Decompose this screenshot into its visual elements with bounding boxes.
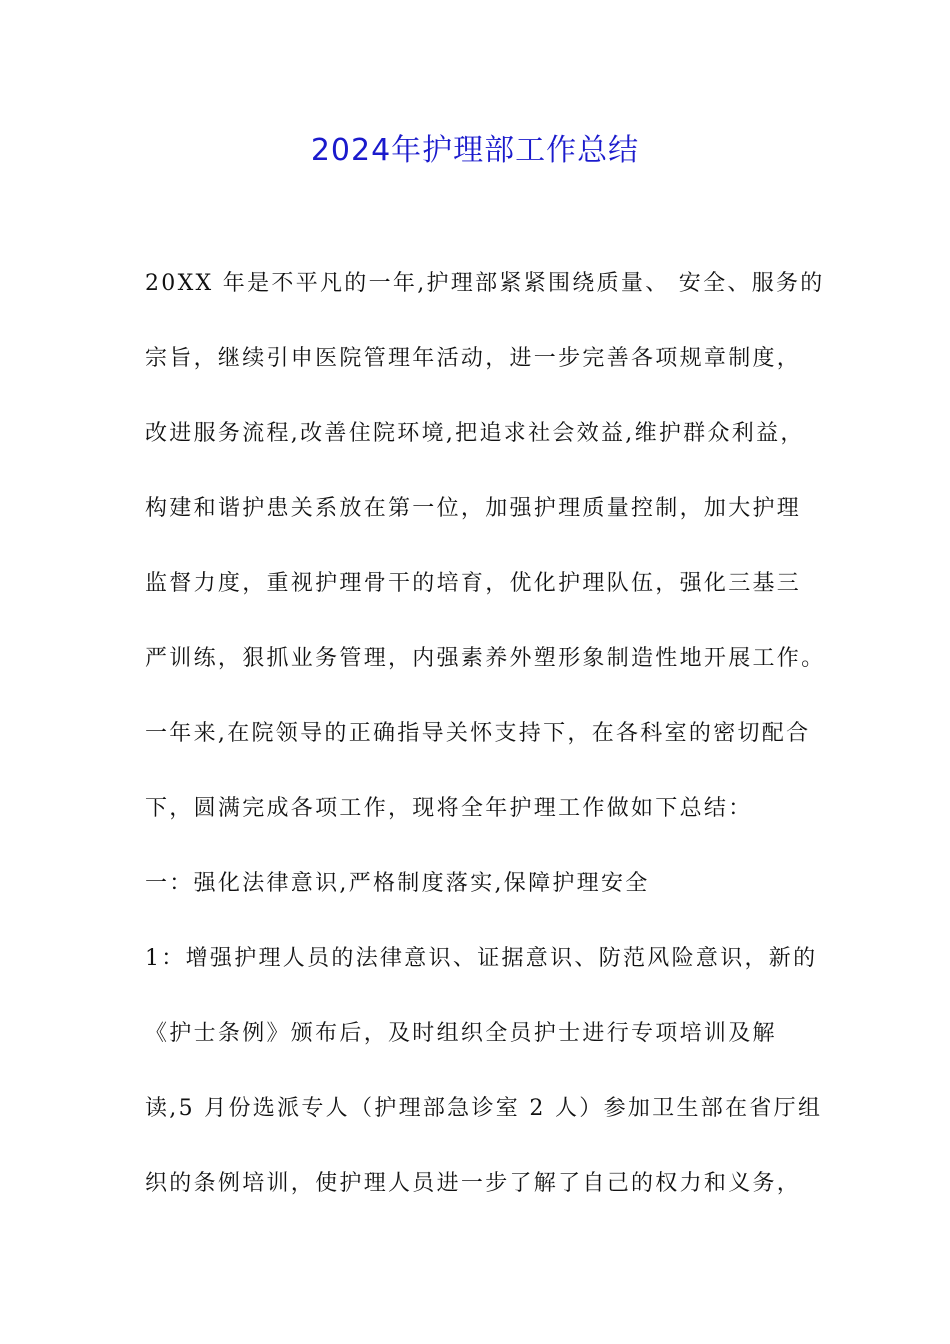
- paragraph-line: 织的条例培训，使护理人员进一步了解了自己的权力和义务，: [145, 1171, 802, 1196]
- paragraph-line: 宗旨，继续引申医院管理年活动，进一步完善各项规章制度，: [145, 346, 802, 371]
- paragraph-line: 严训练，狠抓业务管理，内强素养外塑形象制造性地开展工作。: [145, 646, 826, 671]
- section-heading: 一：强化法律意识,严格制度落实,保障护理安全: [145, 871, 650, 896]
- paragraph-line: 监督力度，重视护理骨干的培育，优化护理队伍，强化三基三: [145, 571, 802, 596]
- document-title: 2024年护理部工作总结: [310, 133, 640, 168]
- paragraph-line: 《护士条例》颁布后，及时组织全员护士进行专项培训及解: [145, 1021, 777, 1046]
- paragraph-line: 20XX 年是不平凡的一年,护理部紧紧围绕质量、 安全、服务的: [145, 271, 825, 296]
- paragraph-line: 一年来,在院领导的正确指导关怀支持下，在各科室的密切配合: [145, 721, 811, 746]
- paragraph-line: 1：增强护理人员的法律意识、证据意识、防范风险意识，新的: [145, 946, 818, 971]
- paragraph-line: 改进服务流程,改善住院环境,把追求社会效益,维护群众利益，: [145, 421, 805, 446]
- paragraph-line: 下，圆满完成各项工作，现将全年护理工作做如下总结：: [145, 796, 753, 821]
- paragraph-line: 构建和谐护患关系放在第一位，加强护理质量控制，加大护理: [145, 496, 802, 521]
- paragraph-line: 读,5 月份选派专人（护理部急诊室 2 人）参加卫生部在省厅组: [145, 1096, 823, 1121]
